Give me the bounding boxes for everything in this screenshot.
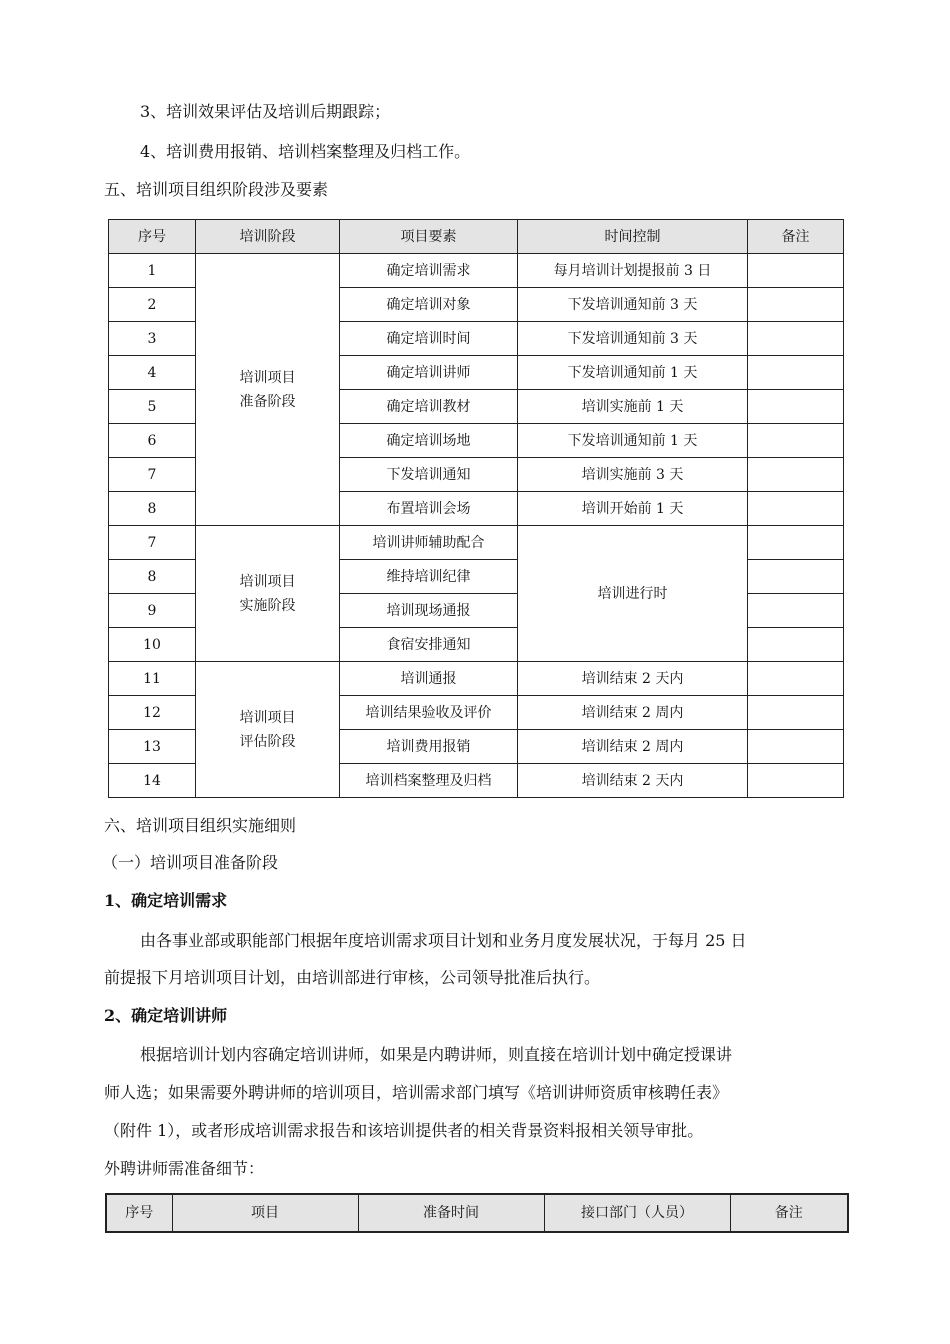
row-no: 1 [109,254,196,288]
row-time: 培训开始前 1 天 [518,492,748,526]
row-note [748,526,844,560]
table-row [109,526,844,560]
row-no: 8 [109,492,196,526]
row-time: 培训结束 2 周内 [518,730,748,764]
header-dept: 接口部门（人员） [544,1194,730,1232]
row-no: 13 [109,730,196,764]
row-item: 食宿安排通知 [340,628,518,662]
row-note [748,390,844,424]
stage-cell-evaluate [196,662,340,798]
row-note [748,696,844,730]
stage-label-line: 实施阶段 [239,597,296,614]
row-item: 确定培训对象 [340,288,518,322]
row-no: 2 [109,288,196,322]
stage-label-line: 培训项目 [239,369,296,386]
row-no: 11 [109,662,196,696]
header-note: 备注 [730,1194,848,1232]
header-stage: 培训阶段 [196,220,340,254]
row-no: 12 [109,696,196,730]
header-no: 序号 [109,220,196,254]
merged-time-cell: 培训进行时 [518,526,748,662]
external-lecturer-table [105,1193,849,1233]
row-note [748,594,844,628]
row-no: 10 [109,628,196,662]
row-time: 培训结束 2 天内 [518,662,748,696]
row-note [748,322,844,356]
external-lecturer-heading: 外聘讲师需准备细节： [104,1159,265,1178]
header-prep-time: 准备时间 [358,1194,544,1232]
stage-label-line: 培训项目 [239,709,296,726]
row-note [748,560,844,594]
header-no: 序号 [106,1194,172,1232]
header-note: 备注 [748,220,844,254]
row-note [748,254,844,288]
row-time: 下发培训通知前 1 天 [518,424,748,458]
table-header-row [109,220,844,254]
list-item-3: 3、培训效果评估及培训后期跟踪； [140,102,391,121]
row-note [748,458,844,492]
item-heading-1: 1、确定培训需求 [104,891,228,910]
row-item: 培训讲师辅助配合 [340,526,518,560]
row-no: 7 [109,526,196,560]
table-header-row [106,1194,848,1232]
row-time: 培训结束 2 周内 [518,696,748,730]
header-time: 时间控制 [518,220,748,254]
row-item: 培训通报 [340,662,518,696]
row-no: 7 [109,458,196,492]
stage-cell-prepare [196,254,340,526]
row-time: 下发培训通知前 1 天 [518,356,748,390]
row-note [748,288,844,322]
row-item: 培训现场通报 [340,594,518,628]
header-item: 项目 [172,1194,358,1232]
row-item: 布置培训会场 [340,492,518,526]
row-note [748,764,844,798]
row-item: 培训费用报销 [340,730,518,764]
paragraph-line: 由各事业部或职能部门根据年度培训需求项目计划和业务月度发展状况，于每月 25 日 [140,931,747,950]
row-no: 8 [109,560,196,594]
header-item: 项目要素 [340,220,518,254]
row-no: 5 [109,390,196,424]
row-no: 9 [109,594,196,628]
subsection-heading-1: （一）培训项目准备阶段 [102,853,279,872]
list-item-4: 4、培训费用报销、培训档案整理及归档工作。 [140,142,471,161]
row-time: 培训实施前 1 天 [518,390,748,424]
row-time: 培训实施前 3 天 [518,458,748,492]
row-note [748,628,844,662]
stage-label-line: 评估阶段 [239,733,296,750]
row-time: 培训结束 2 天内 [518,764,748,798]
row-note [748,356,844,390]
row-note [748,492,844,526]
paragraph-line: （附件 1），或者形成培训需求报告和该培训提供者的相关背景资料报相关领导审批。 [104,1121,704,1140]
section-heading-5: 五、培训项目组织阶段涉及要素 [104,180,329,199]
row-note [748,730,844,764]
row-no: 14 [109,764,196,798]
row-note [748,424,844,458]
paragraph-line: 根据培训计划内容确定培训讲师，如果是内聘讲师，则直接在培训计划中确定授课讲 [140,1045,733,1064]
row-no: 6 [109,424,196,458]
row-item: 确定培训教材 [340,390,518,424]
training-elements-table [108,219,844,798]
stage-label-line: 准备阶段 [239,393,296,410]
paragraph-line: 师人选；如果需要外聘讲师的培训项目，培训需求部门填写《培训讲师资质审核聘任表》 [104,1083,729,1102]
row-no: 3 [109,322,196,356]
row-time: 下发培训通知前 3 天 [518,288,748,322]
row-item: 确定培训需求 [340,254,518,288]
item-heading-2: 2、确定培训讲师 [104,1006,228,1025]
row-item: 确定培训讲师 [340,356,518,390]
stage-cell-implement [196,526,340,662]
table-row [109,254,844,288]
row-item: 培训结果验收及评价 [340,696,518,730]
section-heading-6: 六、培训项目组织实施细则 [104,816,297,835]
row-time: 下发培训通知前 3 天 [518,322,748,356]
row-item: 维持培训纪律 [340,560,518,594]
stage-label-line: 培训项目 [239,573,296,590]
row-item: 确定培训场地 [340,424,518,458]
table-row [109,662,844,696]
row-item: 下发培训通知 [340,458,518,492]
row-item: 培训档案整理及归档 [340,764,518,798]
paragraph-line: 前提报下月培训项目计划，由培训部进行审核，公司领导批准后执行。 [104,968,601,987]
row-no: 4 [109,356,196,390]
row-note [748,662,844,696]
row-item: 确定培训时间 [340,322,518,356]
row-time: 每月培训计划提报前 3 日 [518,254,748,288]
